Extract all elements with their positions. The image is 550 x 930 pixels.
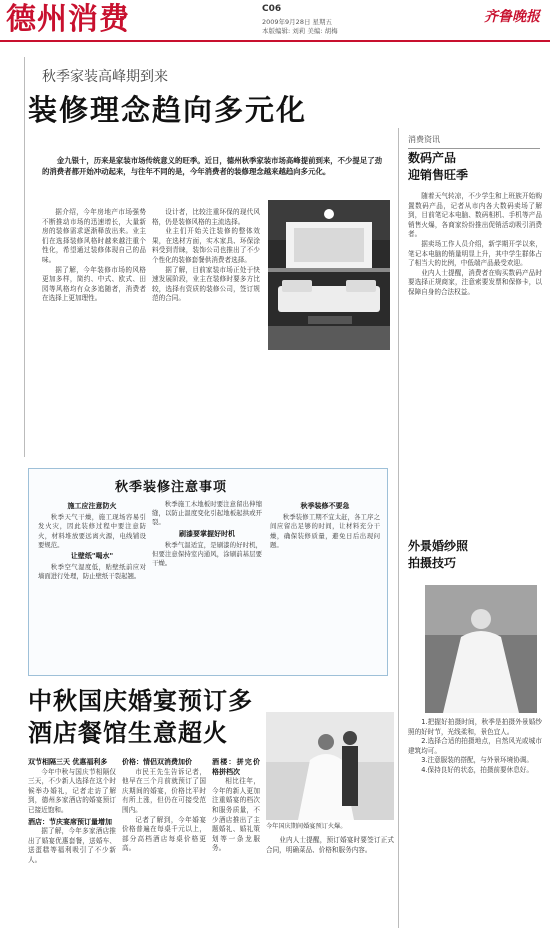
page-number: C06 <box>262 4 282 14</box>
tips-subhead: 刷漆要掌握好时机 <box>179 529 235 538</box>
headline-line: 拍摄技巧 <box>408 556 457 570</box>
article1-column-2 <box>152 208 260 304</box>
tips-column-3 <box>270 500 380 550</box>
article2-subhead: 酒楼：拼完价格拼档次 <box>212 758 260 776</box>
article2-headline-line1: 中秋国庆婚宴预订多 <box>28 687 253 715</box>
sidebar-divider <box>398 128 399 928</box>
article2-column-4 <box>266 836 394 855</box>
paragraph: 业主们开始关注装修的整体效果，在选材方面，实木家具、环保涂料受到青睐，装饰公司也推出了不少个性化的装修套餐供消费者选择。 <box>152 227 260 264</box>
paragraph: 秋季气温适宜，是刷漆的好时机，但要注意保持室内通风，涂刷前基层要干燥。 <box>152 540 262 568</box>
sidebar-label: 消费资讯 <box>408 134 540 149</box>
publication-info <box>262 18 402 36</box>
tips-column-1 <box>38 500 146 582</box>
article2-column-3 <box>212 756 260 854</box>
paragraph: 2.选择合适的拍摄地点，自然风光或城市建筑均可。 <box>408 737 542 755</box>
sidebar-headline-2 <box>408 538 468 572</box>
paragraph: 1.把握好拍摄时间，秋季是拍摄外景婚纱照的好时节，光线柔和，景色宜人。 <box>408 718 542 736</box>
paragraph: 据介绍，今年房地产市场强势不断推动市场的迅速增长，大量新房的装修需求逐渐释放出来。业主们在选择装修风格时越来越注重个性化，希望通过装修体现自己的品味。 <box>42 208 146 264</box>
tips-subhead: 秋季装修不要急 <box>300 502 350 510</box>
tips-box-title: 秋季装修注意事项 <box>115 480 228 495</box>
sidebar-column-2 <box>408 718 542 776</box>
date-line: 2009年9月28日 星期五 <box>262 18 333 26</box>
sidebar-headline-1 <box>408 150 468 184</box>
paragraph: 秋季天气干燥，施工现场容易引发火灾，因此装修过程中要注意防火，材料堆放要远离火源，电线铺设要规范。 <box>38 513 146 549</box>
article2-subhead: 双节相隔三天 优惠福利多 <box>28 758 108 766</box>
article1-lead: 金九银十，历来是家装市场传统意义的旺季。近日，德州秋季家装市场高峰提前到来，不少提足了劲的消费者都开始冲动起来，与往年不同的是，今年消费者的装修理念越来越趋向多元化。 <box>42 156 382 176</box>
paragraph: 据了解，今年多家酒店推出了婚宴优惠套餐，送婚车、送蛋糕等福利吸引了不少新人。 <box>28 827 116 864</box>
paragraph: 3.注意服装的搭配，与外景环境协调。 <box>421 756 533 765</box>
paragraph: 秋季装修工期不宜太赶，各工序之间应留出足够的时间，让材料充分干燥，确保装修质量，避免日后出现问题。 <box>270 513 380 549</box>
section-logo: 德州消费 <box>6 2 130 37</box>
article1-headline: 装修理念趋向多元化 <box>28 93 308 127</box>
paragraph: 据了解，目前家装市场正处于快速发展阶段，业主在装修时要多方比较，选择有资质的装修公司，签订规范的合同。 <box>152 265 260 303</box>
article2-column-2 <box>122 756 206 854</box>
article2-subhead: 酒店：节庆宴席预订量增加 <box>28 817 112 826</box>
tips-subhead: 施工应注意防火 <box>67 502 117 510</box>
paragraph: 相比往年，今年的新人更加注重婚宴的档次和服务质量，不少酒店推出了主题婚礼、婚礼策划等一条龙服务。 <box>212 777 260 853</box>
column-divider <box>24 57 25 457</box>
tips-subhead: 让壁纸"喝水" <box>70 552 114 561</box>
article1-column-1 <box>42 208 146 304</box>
article2-subhead: 价格：情侣双消费加价 <box>122 758 192 766</box>
paragraph: 设计者，比较注重环保的现代风格，仍是装修风格的主流选择。 <box>152 208 260 226</box>
headline-line: 迎销售旺季 <box>408 168 469 182</box>
paragraph: 业内人士提醒，消费者在购买数码产品时要选择正规商家，注意索要发票和保修卡，以保障自身的合法权益。 <box>408 268 542 296</box>
bride-image <box>425 585 537 713</box>
newspaper-brand: 齐鲁晚报 <box>484 9 540 25</box>
paragraph: 据了解，今年装修市场的风格更加多样，简约、中式、欧式、田园等风格均有众多追随者，消费者在选择上更加理性。 <box>42 265 146 303</box>
paragraph: 市民王先生告诉记者，他早在三个月前就预订了国庆期间的婚宴，价格比平时有所上涨，但仍在可接受范围内。 <box>122 767 206 814</box>
living-room-image <box>268 200 390 350</box>
paragraph: 业内人士提醒，预订婚宴时要签订正式合同，明确菜品、价格和服务内容。 <box>266 836 394 854</box>
bride-photo <box>425 585 537 713</box>
paragraph: 秋季空气湿度低，贴壁纸前应对墙面进行处理，防止壁纸干裂起翘。 <box>38 563 146 581</box>
article2-column-1 <box>28 756 116 866</box>
headline-line: 外景婚纱照 <box>408 539 469 553</box>
living-room-photo <box>268 200 390 350</box>
masthead <box>0 0 550 40</box>
paragraph: 随着天气转凉，不少学生和上班族开始购置数码产品，记者从市内各大数码卖场了解到，目前笔记本电脑、数码相机、手机等产品销售火爆，各商家纷纷推出促销活动吸引消费者。 <box>408 192 542 239</box>
wedding-image <box>266 712 394 820</box>
paragraph: 秋季施工木地板时要注意留出伸缩缝，以防止温度变化引起地板起拱或开裂。 <box>152 500 262 527</box>
masthead-divider <box>0 40 550 42</box>
article1-kicker: 秋季家装高峰期到来 <box>42 69 168 85</box>
tips-column-2 <box>152 500 262 568</box>
wedding-couple-photo <box>266 712 394 820</box>
paragraph: 据卖场工作人员介绍，新学期开学以来，笔记本电脑的销量明显上升，其中学生群体占了相当大的比例，中低端产品最受欢迎。 <box>408 239 542 268</box>
paragraph: 今年中秋与国庆节相隔仅三天，不少新人选择在这个时候举办婚礼，记者走访了解到，德州多家酒店的婚宴预订已接近饱和。 <box>28 767 116 814</box>
article2-headline-line2: 酒店餐馆生意超火 <box>28 719 228 747</box>
editor-line: 本版编辑: 刘莉 美编: 胡梅 <box>262 27 338 35</box>
headline-line: 数码产品 <box>408 151 457 165</box>
paragraph: 记者了解到，今年婚宴价格普遍在每桌千元以上，部分高档酒店每桌价格更高。 <box>122 815 206 853</box>
sidebar-column-1 <box>408 192 542 298</box>
paragraph: 4.保持良好的状态，拍摄前要休息好。 <box>421 765 533 774</box>
article2-photo-caption: 今年国庆期间婚宴预订火爆。 <box>266 823 347 830</box>
